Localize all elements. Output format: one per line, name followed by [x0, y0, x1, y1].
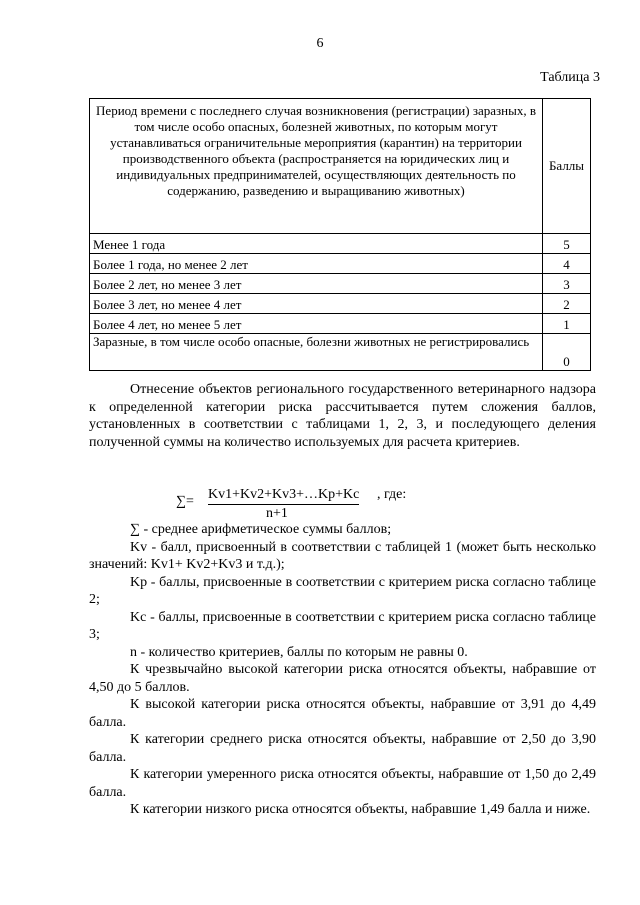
formula-numerator: Kv1+Kv2+Kv3+…Kp+Kc: [208, 487, 359, 505]
category-item: К категории среднего риска относятся объекты, набравшие от 2,50 до 3,90 балла.: [89, 732, 596, 765]
definition-item: Kp - баллы, присвоенные в соответствии с критерием риска согласно таблице 2;: [89, 574, 596, 607]
row-score: 2: [543, 294, 591, 314]
row-score: 5: [543, 234, 591, 254]
row-period: Более 1 года, но менее 2 лет: [90, 254, 543, 274]
row-score: 4: [543, 254, 591, 274]
formula-denominator: n+1: [266, 506, 288, 521]
definition-item: n - количество критериев, баллы по которым не равны 0.: [130, 644, 468, 660]
category-item: К категории умеренного риска относятся объекты, набравшие от 1,50 до 2,49 балла.: [89, 767, 596, 800]
header-period: Период времени с последнего случая возникновения (регистрации) заразных, в том числе особо опасных, болезней животных, по которым могут устанавливаться ограничительные мероприятия (карантин) на территории производственного объекта (распространяется на юридических лиц и индивидуальных предпринимателей, осуществляющих деятельность по содержанию, разведению и выращиванию животных): [90, 99, 543, 234]
category-item: К чрезвычайно высокой категории риска относятся объекты, набравшие от 4,50 до 5 баллов.: [89, 662, 596, 695]
table-row: [90, 314, 591, 334]
row-period: Заразные, в том числе особо опасные, болезни животных не регистрировались: [90, 334, 543, 371]
page-number: 6: [316, 36, 324, 51]
row-score: 0: [543, 334, 591, 371]
row-period: Более 4 лет, но менее 5 лет: [90, 314, 543, 334]
formula: [170, 484, 470, 524]
definition-item: Kc - баллы, присвоенные в соответствии с критерием риска согласно таблице 3;: [89, 609, 596, 642]
category-item: К категории низкого риска относятся объекты, набравшие 1,49 балла и ниже.: [130, 802, 591, 817]
table-row: [90, 294, 591, 314]
row-period: Более 2 лет, но менее 3 лет: [90, 274, 543, 294]
table-row: [90, 334, 591, 371]
header-score: Баллы: [543, 99, 591, 234]
category-item: К высокой категории риска относятся объекты, набравшие от 3,91 до 4,49 балла.: [89, 697, 596, 730]
row-score: 3: [543, 274, 591, 294]
table-row: [90, 234, 591, 254]
row-period: Менее 1 года: [90, 234, 543, 254]
definition-item: Kv - балл, присвоенный в соответствии с таблицей 1 (может быть несколько значений: Kv1+ Kv2+Kv3 и т.д.);: [89, 539, 596, 572]
row-period: Более 3 лет, но менее 4 лет: [90, 294, 543, 314]
formula-sigma: ∑=: [176, 494, 194, 509]
table-row: [90, 254, 591, 274]
table-caption: Таблица 3: [540, 70, 600, 85]
formula-tail: , где:: [377, 487, 407, 502]
scores-table: [89, 98, 591, 371]
row-score: 1: [543, 314, 591, 334]
intro-paragraph-block: [89, 381, 596, 451]
definition-item: ∑ - среднее арифметическое суммы баллов;: [130, 522, 392, 537]
definitions-block: [89, 521, 596, 819]
intro-paragraph: Отнесение объектов регионального государственного ветеринарного надзора к определенной категории риска рассчитывается путем сложения баллов, установленных в соответствии с таблицами 1, 2, 3, и последующего деления полученной суммы на количество используемых для расчета критериев.: [89, 382, 596, 450]
table-header-row: [90, 99, 591, 234]
table-row: [90, 274, 591, 294]
